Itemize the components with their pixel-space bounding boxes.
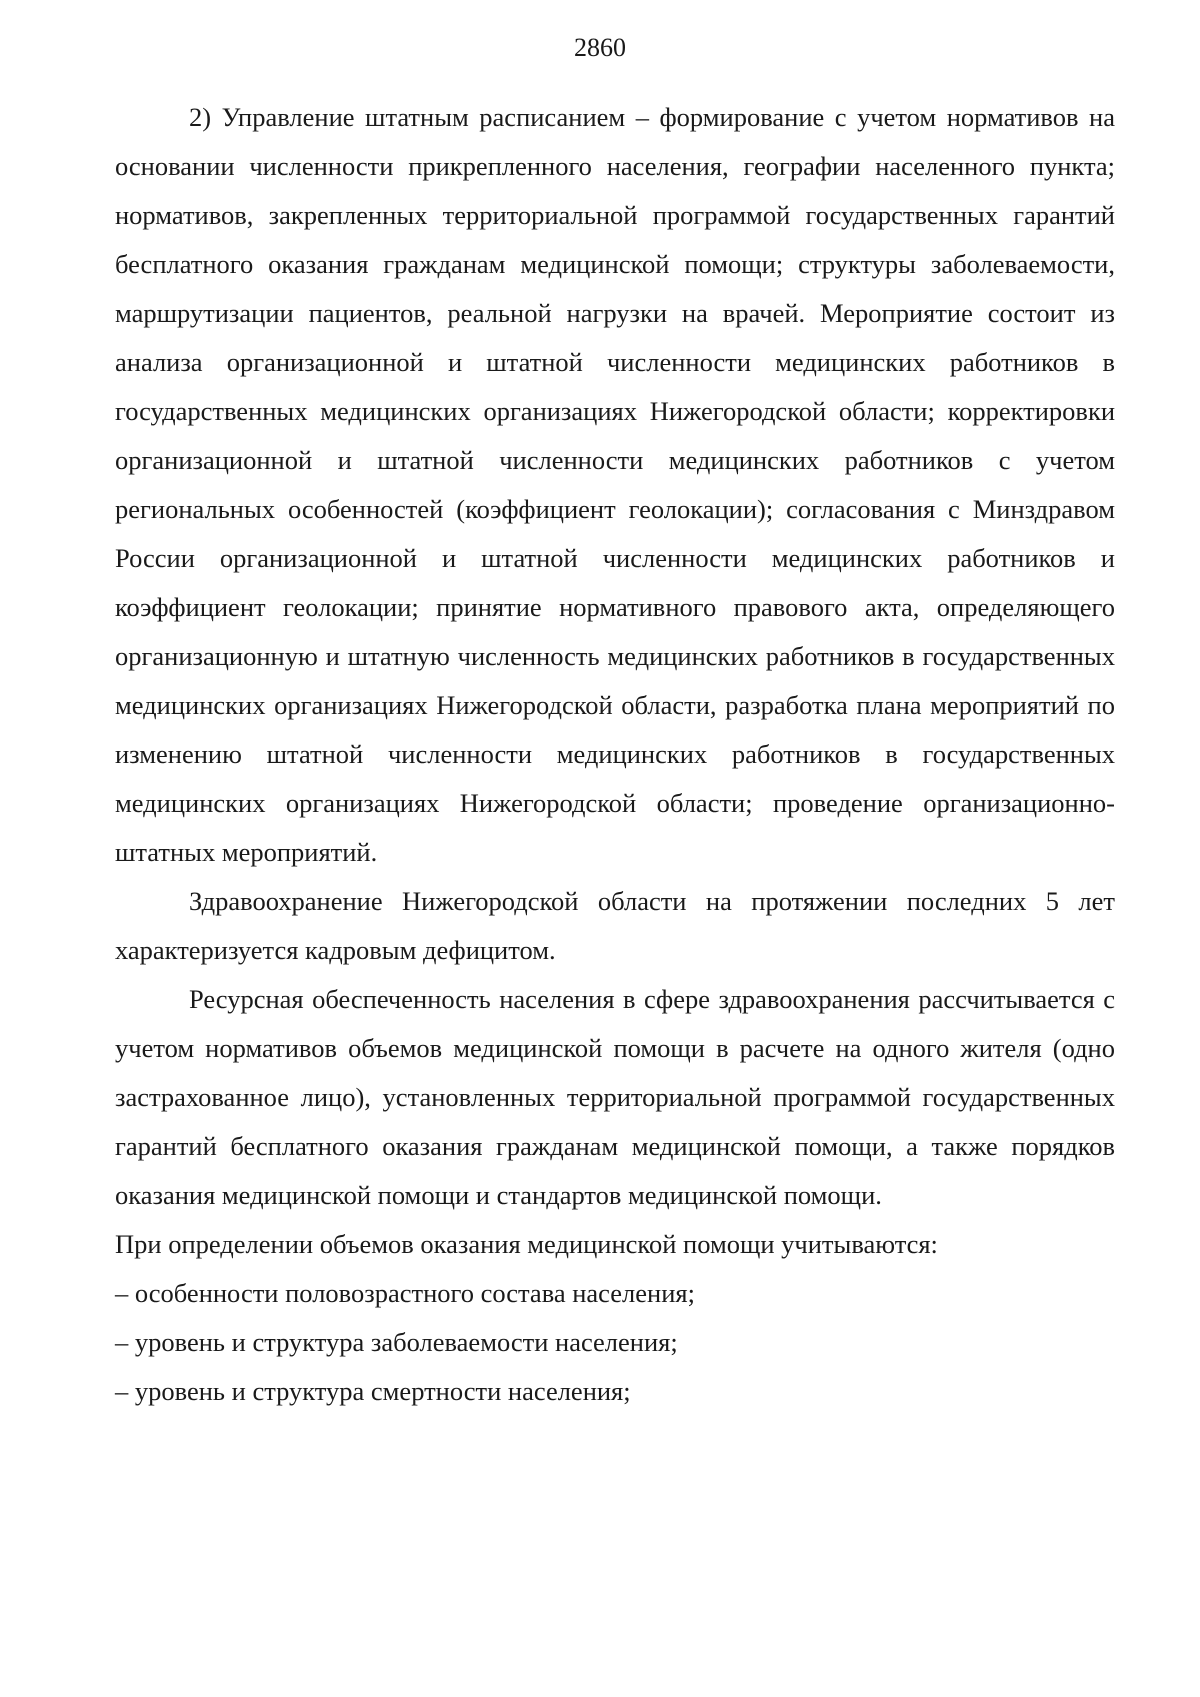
list-intro: При определении объемов оказания медицинской помощи учитываются: [115,1229,938,1259]
list-item: – уровень и структура заболеваемости населения; [115,1327,678,1357]
list-item: – уровень и структура смертности населения; [115,1376,631,1406]
page-number: 2860 [574,33,626,62]
list-item: – особенности половозрастного состава населения; [115,1278,695,1308]
paragraph-staffing-management: 2) Управление штатным расписанием – формирование с учетом нормативов на основании численности прикрепленного населения, географии населенного пункта; нормативов, закрепленных территориальной программой государственных гарантий бесплатного оказания гражданам медицинской помощи; структуры заболеваемости, маршрутизации пациентов, реальной нагрузки на врачей. Мероприятие состоит из анализа организационной и штатной численности медицинских работников в государственных медицинских организациях Нижегородской области; корректировки организационной и штатной численности медицинских работников с учетом региональных особенностей (коэффициент геолокации); согласования с Минздравом России организационной и штатной численности медицинских работников и коэффициент геолокации; принятие нормативного правового акта, определяющего организационную и штатную численность медицинских работников в государственных медицинских организациях Нижегородской области, разработка плана мероприятий по изменению штатной численности медицинских работников в государственных медицинских организациях Нижегородской области; проведение организационно-штатных мероприятий. [115,102,1115,867]
paragraph-staff-shortage: Здравоохранение Нижегородской области на протяжении последних 5 лет характеризуется кадровым дефицитом. [115,886,1115,965]
body-text [115,93,1115,1416]
paragraph-resource-provision: Ресурсная обеспеченность населения в сфере здравоохранения рассчитывается с учетом нормативов объемов медицинской помощи в расчете на одного жителя (одно застрахованное лицо), установленных территориальной программой государственных гарантий бесплатного оказания гражданам медицинской помощи, а также порядков оказания медицинской помощи и стандартов медицинской помощи. [115,984,1115,1210]
